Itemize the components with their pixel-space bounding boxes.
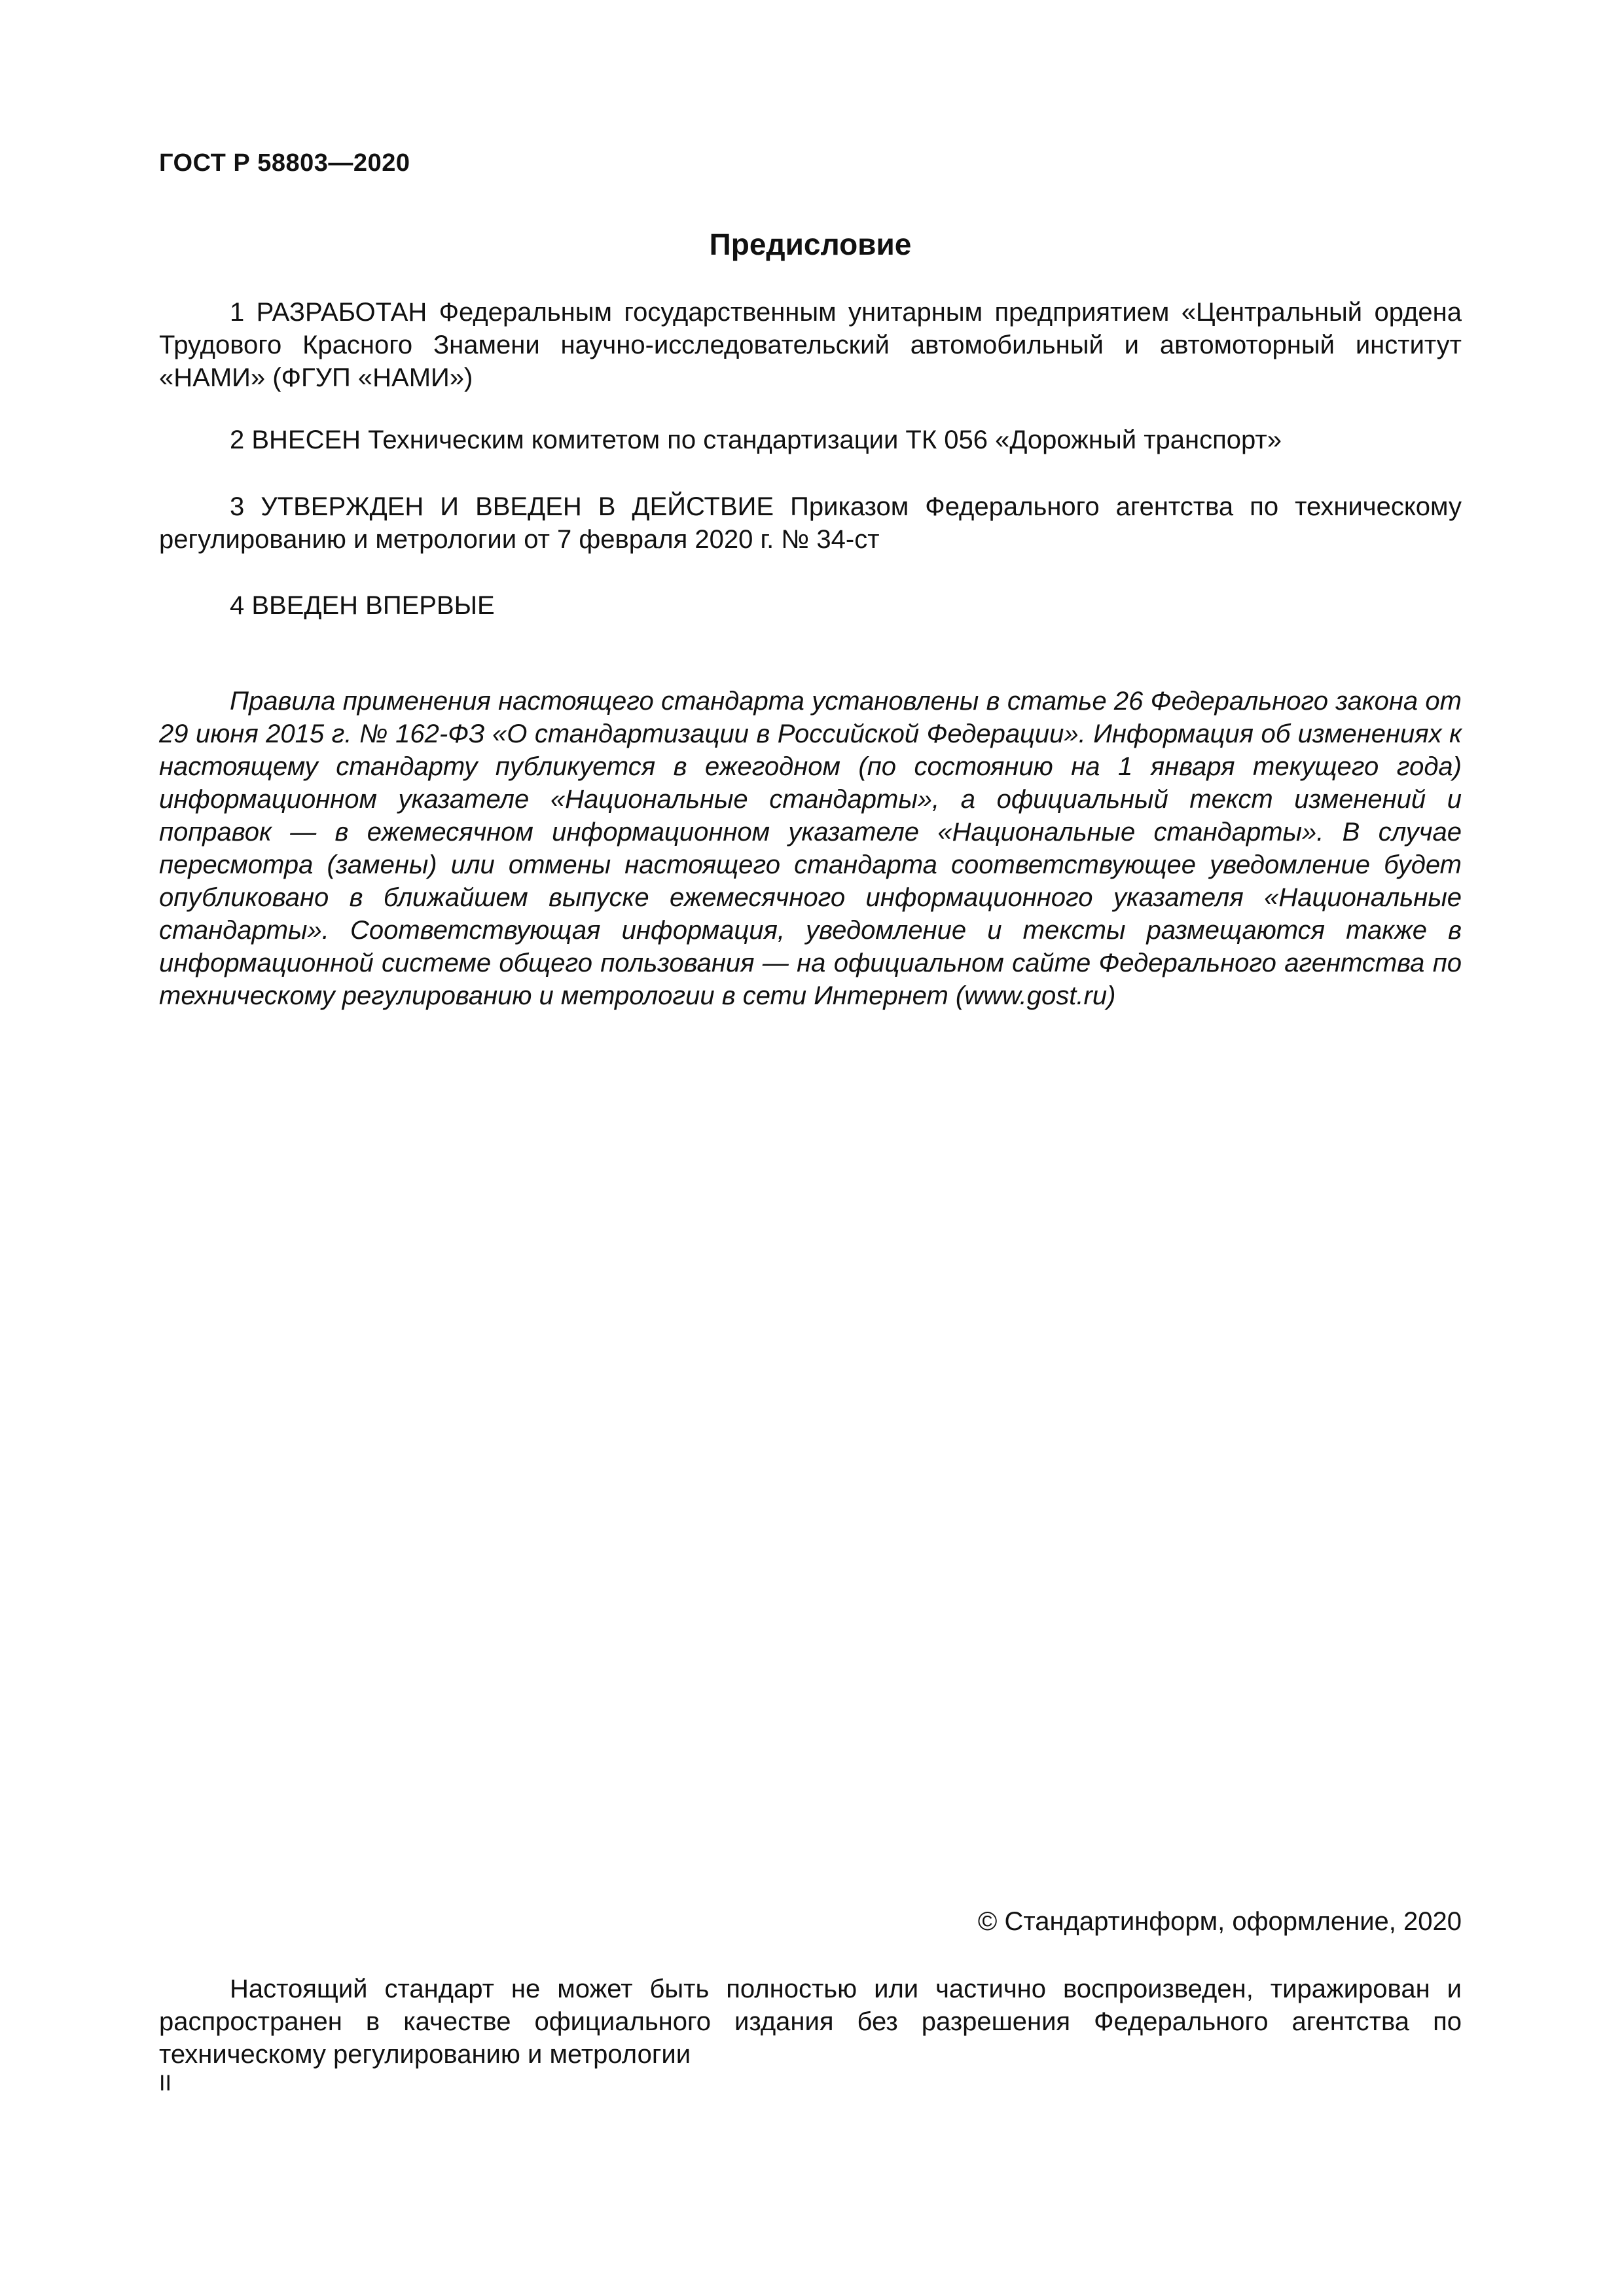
page-title: Предисловие [709, 227, 912, 261]
copyright-line: © Стандартинформ, оформление, 2020 [977, 1907, 1462, 1936]
foreword-item-submitted: 2 ВНЕСЕН Техническим комитетом по стандартизации ТК 056 «Дорожный транспорт» [230, 426, 1282, 454]
application-rules-notice: Правила применения настоящего стандарта установлены в статье 26 Федерального закона от 29 июня 2015 г. № 162-ФЗ «О стандартизации в Российской Федерации». Информация об изменениях к настоящему стандарту публикуется в ежегодном (по состоянию на 1 января текущего года) информационном указателе «Национальные стандарты», а официальный текст изменений и поправок — в ежемесячном информационном указателе «Национальные стандарты». В случае пересмотра (замены) или отмены настоящего стандарта соответствующее уведомление будет опубликовано в ближайшем выпуске ежемесячного информационного указателя «Национальные стандарты». Соответствующая информация, уведомление и тексты размещаются также в информационной системе общего пользования — на официальном сайте Федерального агентства по техническому регулированию и метрологии в сети Интернет (www.gost.ru) [159, 687, 1462, 1010]
reproduction-rights-notice: Настоящий стандарт не может быть полностью или частично воспроизведен, тиражирован и распространен в качестве официального издания без разрешения Федерального агентства по техническому регулированию и метрологии [159, 1975, 1462, 2069]
foreword-item-developed: 1 РАЗРАБОТАН Федеральным государственным унитарным предприятием «Центральный ордена Трудового Красного Знамени научно-исследовательский автомобильный и автомоторный институт «НАМИ» (ФГУП «НАМИ») [159, 298, 1462, 392]
foreword-item-approved: 3 УТВЕРЖДЕН И ВВЕДЕН В ДЕЙСТВИЕ Приказом Федерального агентства по техническому регулированию и метрологии от 7 февраля 2020 г. № 34-ст [159, 492, 1462, 554]
page-number: II [159, 2071, 171, 2096]
foreword-item-introduced: 4 ВВЕДЕН ВПЕРВЫЕ [230, 591, 495, 620]
document-header-id: ГОСТ Р 58803—2020 [159, 149, 410, 177]
